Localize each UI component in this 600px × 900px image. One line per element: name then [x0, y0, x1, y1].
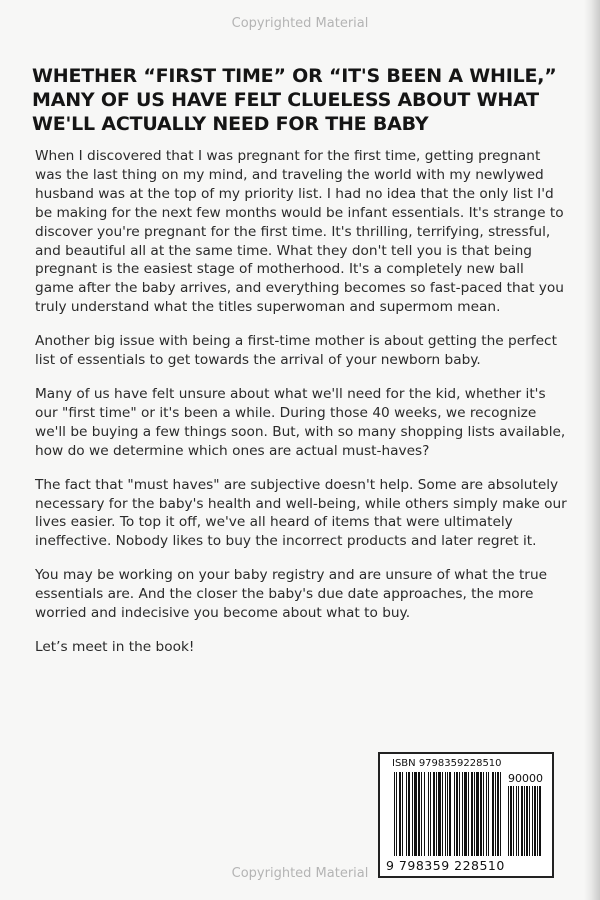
paragraph: When I discovered that I was pregnant for the first time, getting pregnant was the last thing on my mind, and traveling the world with my newlywed husband was at the top of my priority list. I had no idea that the only list I'd be making for the next few months would be infant essentials. It's strange to discover you're pregnant for the first time. It's thrilling, terrifying, stressful, and beautiful all at the same time. What they don't tell you is that being pregnant is the easiest stage of motherhood. It's a completely new ball game after the baby arrives, and everything becomes so fast-paced that you truly understand what the titles superwoman and supermom mean. — [35, 148, 564, 316]
price-code: 90000 — [508, 772, 543, 785]
blurb — [35, 147, 567, 672]
page-edge-shadow — [584, 0, 600, 900]
paragraph: Another big issue with being a first-time mother is about getting the perfect list of essentials to get towards the arrival of your newborn baby. — [35, 333, 557, 369]
barcode-bars — [394, 772, 502, 856]
isbn-barcode — [378, 752, 554, 878]
isbn-label: ISBN 9798359228510 — [392, 758, 502, 769]
paragraph: You may be working on your baby registry and are unsure of what the true essentials are. And the closer the baby's due date approaches, the more worried and indecisive you become about what to buy. — [35, 567, 548, 622]
paragraph-closing: Let’s meet in the book! — [35, 638, 195, 655]
isbn-digits: 9 798359 228510 — [386, 858, 505, 873]
paragraph: Many of us have felt unsure about what we'll need for the kid, whether it's our "first time" or it's been a while. During those 40 weeks, we recognize we'll be buying a few things soon. But, with so many shopping lists available, how do we determine which ones are actual must-haves? — [35, 385, 566, 459]
watermark-bottom: Copyrighted Material — [231, 866, 369, 881]
barcode-addon-bars — [508, 786, 546, 856]
paragraph: The fact that "must haves" are subjective doesn't help. Some are absolutely necessary for the baby's health and well-being, while others simply make our lives easier. To top it off, we've all heard of items that were ultimately ineffective. Nobody likes to buy the incorrect products and later regret it. — [35, 476, 567, 550]
watermark-top: Copyrighted Material — [231, 16, 369, 31]
cover-heading: WHETHER “FIRST TIME” OR “IT'S BEEN A WHILE,” MANY OF US HAVE FELT CLUELESS ABOUT WHAT WE'LL ACTUALLY NEED FOR THE BABY — [32, 65, 557, 135]
